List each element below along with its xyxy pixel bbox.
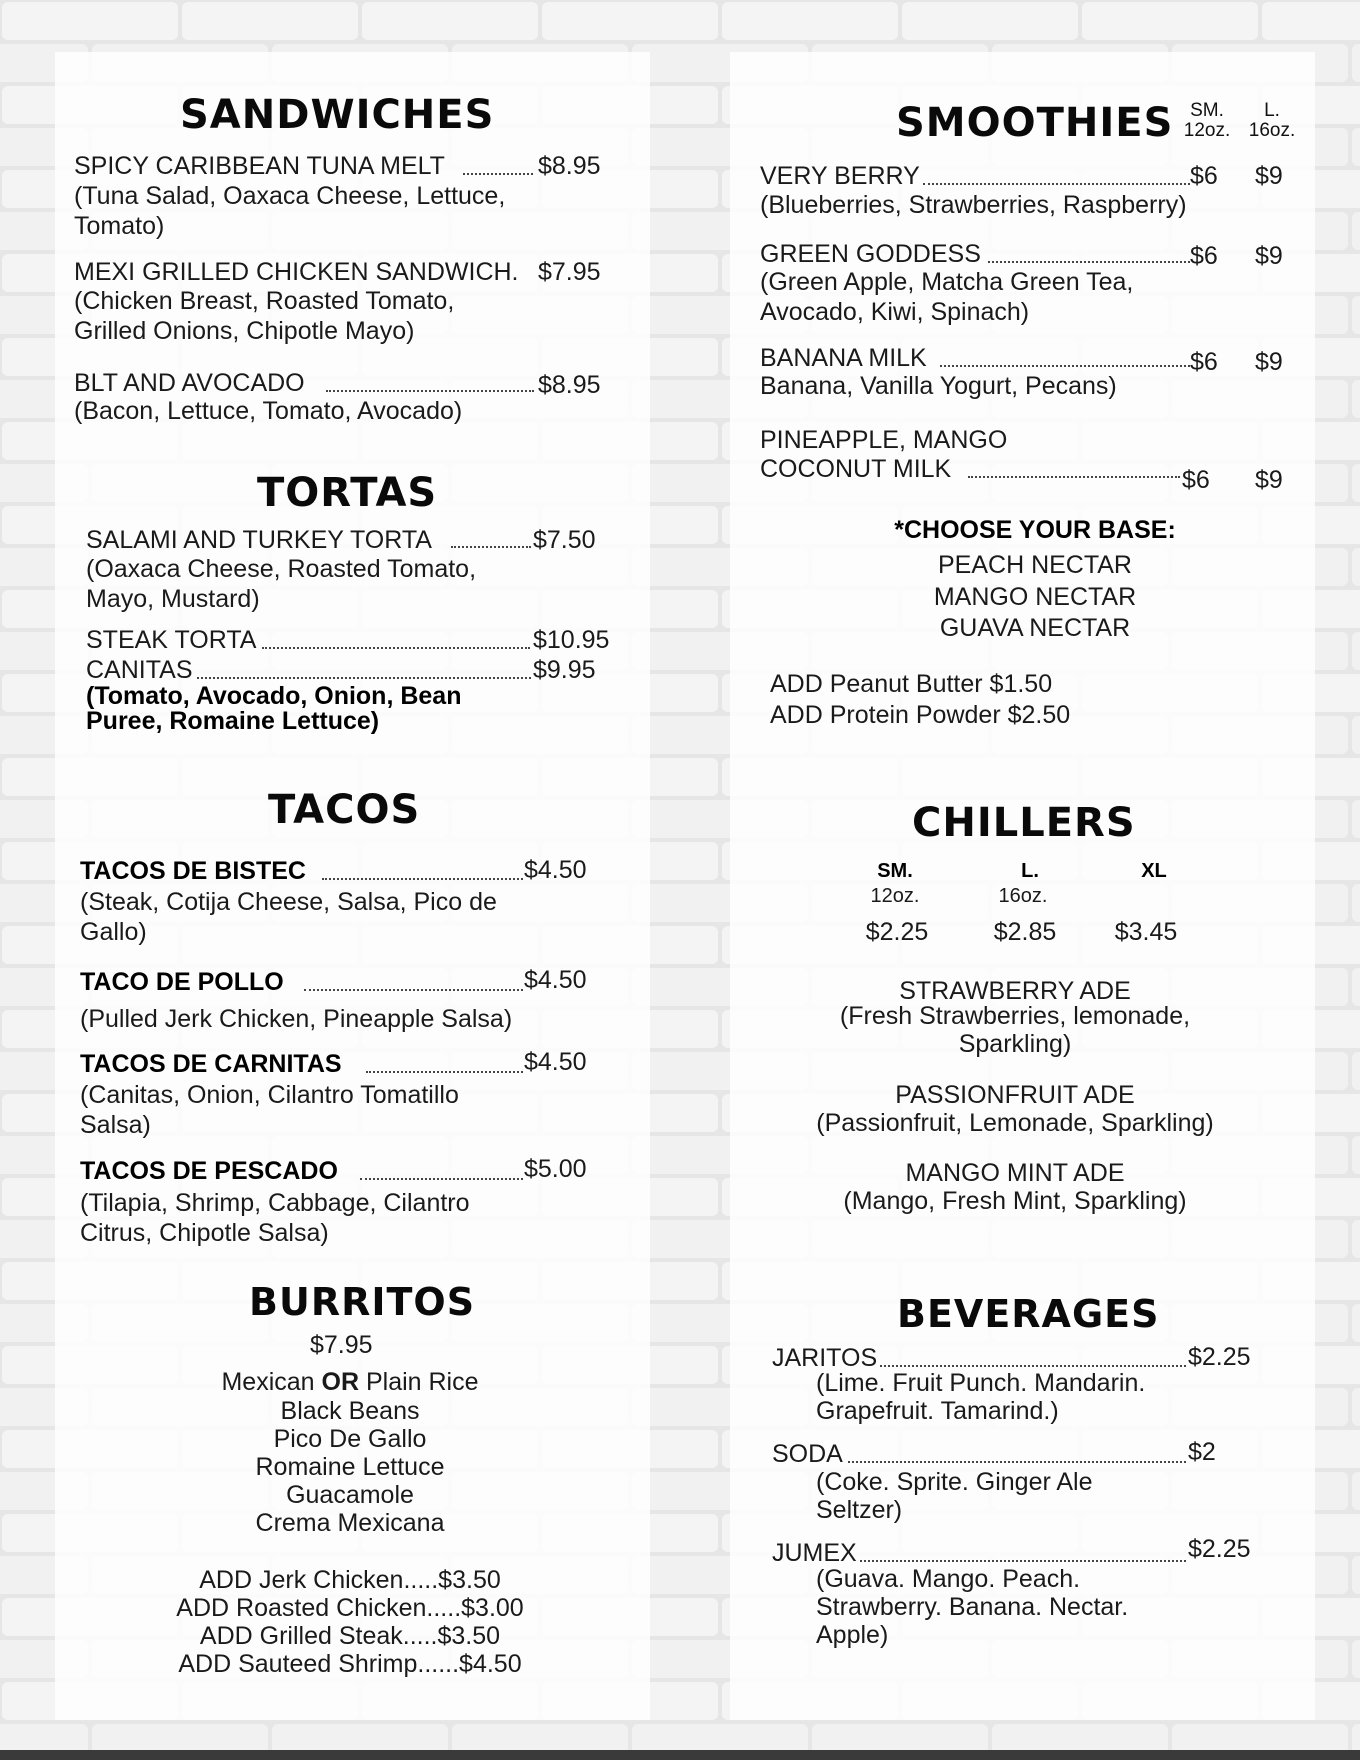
dot-leader [451, 546, 531, 548]
sandwich-name: MEXI GRILLED CHICKEN SANDWICH. [74, 258, 519, 286]
dot-leader [923, 183, 1190, 185]
torta-price: $10.95 [533, 626, 610, 654]
smoothie-name: GREEN GODDESS [760, 240, 981, 268]
smoothie-addon: ADD Protein Powder $2.50 [770, 701, 1071, 729]
torta-price: $9.95 [533, 656, 596, 684]
smoothie-price-small: $6 [1182, 466, 1210, 494]
smoothie-price-large: $9 [1255, 348, 1283, 376]
sandwich-price: $7.95 [538, 258, 601, 286]
smoothie-description: (Blueberries, Strawberries, Raspberry) [760, 191, 1187, 219]
chiller-size-oz: 12oz. [870, 885, 920, 907]
dot-leader [304, 989, 523, 991]
burrito-addon: ADD Jerk Chicken.....$3.50 [199, 1566, 501, 1594]
chiller-price: $2.85 [993, 918, 1057, 946]
beverage-name: SODA [772, 1440, 843, 1468]
chiller-description: (Passionfruit, Lemonade, Sparkling) [816, 1109, 1214, 1137]
taco-name: TACO DE POLLO [80, 968, 284, 996]
dot-leader [360, 1178, 523, 1180]
taco-description: (Tilapia, Shrimp, Cabbage, Cilantro Citrus, Chipotle Salsa) [80, 1189, 470, 1247]
dot-leader [463, 173, 533, 175]
sandwich-description: (Bacon, Lettuce, Tomato, Avocado) [74, 397, 463, 425]
chiller-name: PASSIONFRUIT ADE [895, 1081, 1135, 1109]
burrito-price: $7.95 [310, 1331, 373, 1359]
smoothie-price-small: $6 [1190, 162, 1218, 190]
smoothies-heading: SMOOTHIES [896, 100, 1174, 146]
taco-price: $4.50 [524, 1048, 587, 1076]
smoothie-price-small: $6 [1190, 348, 1218, 376]
rice-or: OR [321, 1368, 360, 1396]
taco-description: (Steak, Cotija Cheese, Salsa, Pico de Gallo) [80, 888, 497, 946]
size-large-label: L. 16oz. [1248, 100, 1296, 141]
chiller-name: STRAWBERRY ADE [899, 977, 1131, 1005]
tacos-heading: TACOS [268, 787, 421, 833]
burrito-ingredient: Romaine Lettuce [255, 1453, 445, 1481]
base-option: GUAVA NECTAR [939, 614, 1131, 642]
smoothie-price-large: $9 [1255, 466, 1283, 494]
sandwich-price: $8.95 [538, 152, 601, 180]
sandwich-name: SPICY CARIBBEAN TUNA MELT [74, 152, 445, 180]
beverage-name: JARITOS [772, 1344, 878, 1372]
burrito-addon: ADD Roasted Chicken.....$3.00 [176, 1594, 524, 1622]
taco-name: TACOS DE PESCADO [80, 1157, 338, 1185]
torta-description: (Oaxaca Cheese, Roasted Tomato, Mayo, Mustard) [86, 555, 477, 613]
dot-leader [988, 261, 1190, 263]
beverage-price: $2.25 [1188, 1343, 1251, 1371]
beverage-name: JUMEX [772, 1539, 857, 1567]
rice-option-b: Plain Rice [359, 1368, 479, 1396]
base-option: MANGO NECTAR [933, 583, 1137, 611]
dot-leader [880, 1365, 1186, 1367]
smoothie-price-large: $9 [1255, 242, 1283, 270]
dot-leader [322, 878, 523, 880]
burrito-addon: ADD Sauteed Shrimp......$4.50 [178, 1650, 522, 1678]
chillers-heading: CHILLERS [912, 800, 1136, 846]
dot-leader [940, 365, 1190, 367]
beverage-description: (Lime. Fruit Punch. Mandarin. Grapefruit. Tamarind.) [816, 1369, 1146, 1425]
dot-leader [262, 647, 530, 649]
chiller-description: (Mango, Fresh Mint, Sparkling) [843, 1187, 1187, 1215]
sandwich-description: (Chicken Breast, Roasted Tomato, Grilled Onions, Chipotle Mayo) [74, 287, 455, 345]
smoothie-price-large: $9 [1255, 162, 1283, 190]
choose-base-heading: *CHOOSE YOUR BASE: [894, 516, 1176, 544]
chiller-size-oz: 16oz. [998, 885, 1048, 907]
smoothie-addon: ADD Peanut Butter $1.50 [770, 670, 1053, 698]
dot-leader [366, 1071, 523, 1073]
bottom-edge [0, 1750, 1360, 1760]
chiller-description: (Fresh Strawberries, lemonade, Sparkling) [839, 1002, 1191, 1058]
sandwich-price: $8.95 [538, 371, 601, 399]
torta-price: $7.50 [533, 526, 596, 554]
base-option: PEACH NECTAR [937, 551, 1132, 579]
beverages-heading: BEVERAGES [897, 1292, 1160, 1336]
smoothie-name: VERY BERRY [760, 162, 920, 190]
sandwiches-heading: SANDWICHES [180, 92, 495, 138]
rice-option-a: Mexican [221, 1368, 322, 1396]
smoothie-name: PINEAPPLE, MANGO COCONUT MILK [760, 426, 1008, 483]
smoothie-description: Banana, Vanilla Yogurt, Pecans) [760, 372, 1117, 400]
smoothie-description: (Green Apple, Matcha Green Tea, Avocado, Kiwi, Spinach) [760, 268, 1134, 326]
dot-leader [848, 1461, 1186, 1463]
burrito-ingredient: Pico De Gallo [273, 1425, 427, 1453]
beverage-price: $2.25 [1188, 1535, 1251, 1563]
torta-description: (Tomato, Avocado, Onion, Bean Puree, Romaine Lettuce) [86, 682, 462, 735]
chiller-size-label: SM. [877, 860, 913, 882]
torta-name: SALAMI AND TURKEY TORTA [86, 526, 432, 554]
beverage-price: $2 [1188, 1438, 1216, 1466]
beverage-description: (Coke. Sprite. Ginger Ale Seltzer) [816, 1468, 1093, 1524]
sandwich-description: (Tuna Salad, Oaxaca Cheese, Lettuce, Tomato) [74, 182, 506, 240]
chiller-price: $3.45 [1114, 918, 1178, 946]
chiller-name: MANGO MINT ADE [905, 1159, 1125, 1187]
burrito-ingredient: Guacamole [286, 1481, 414, 1509]
burrito-ingredient: Crema Mexicana [255, 1509, 445, 1537]
smoothie-price-small: $6 [1190, 242, 1218, 270]
taco-price: $4.50 [524, 966, 587, 994]
chiller-size-label: XL [1141, 860, 1167, 882]
taco-name: TACOS DE BISTEC [80, 857, 306, 885]
dot-leader [968, 476, 1180, 478]
size-small-label: SM. 12oz. [1183, 100, 1231, 141]
taco-price: $5.00 [524, 1155, 587, 1183]
dot-leader [197, 677, 531, 679]
taco-description: (Canitas, Onion, Cilantro Tomatillo Salsa) [80, 1081, 459, 1139]
dot-leader [326, 390, 534, 392]
chiller-price: $2.25 [865, 918, 929, 946]
sandwich-name: BLT AND AVOCADO [74, 369, 305, 397]
burrito-addon: ADD Grilled Steak.....$3.50 [199, 1622, 501, 1650]
burritos-heading: BURRITOS [249, 1280, 476, 1324]
torta-name: CANITAS [86, 656, 193, 684]
burrito-ingredient: Black Beans [280, 1397, 420, 1425]
torta-name: STEAK TORTA [86, 626, 257, 654]
taco-price: $4.50 [524, 856, 587, 884]
chiller-size-label: L. [1021, 860, 1039, 882]
dot-leader [860, 1560, 1186, 1562]
burrito-rice-option [150, 1368, 550, 1397]
taco-name: TACOS DE CARNITAS [80, 1050, 342, 1078]
smoothie-name: BANANA MILK [760, 344, 927, 372]
beverage-description: (Guava. Mango. Peach. Strawberry. Banana. Nectar. Apple) [816, 1565, 1129, 1649]
taco-description: (Pulled Jerk Chicken, Pineapple Salsa) [80, 1005, 513, 1033]
tortas-heading: TORTAS [257, 470, 438, 516]
